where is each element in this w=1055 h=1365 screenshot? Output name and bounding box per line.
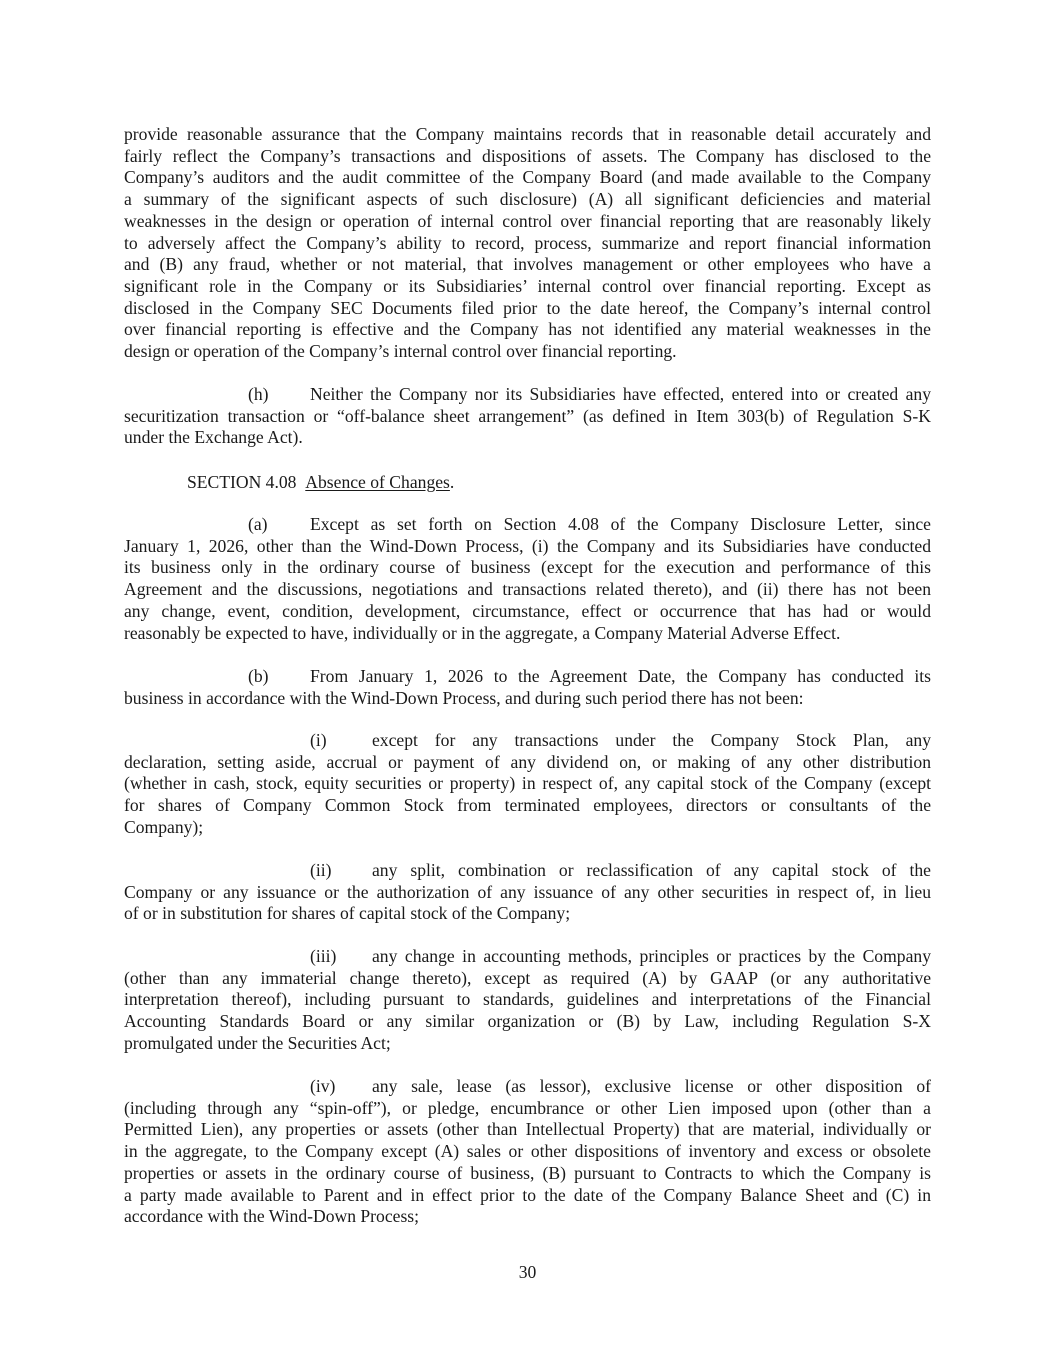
text-line-first xyxy=(124,730,931,752)
text-line-first xyxy=(124,860,931,882)
item-marker: (i) xyxy=(310,730,327,750)
text-line: (whether in cash, stock, equity securities or property) in respect of, any capital stock of the Company (except xyxy=(124,773,931,794)
text-line: Company’s auditors and the audit committee of the Company Board (and made available to the Company xyxy=(124,167,931,188)
text-line: significant role in the Company or its Subsidiaries’ internal control over financial reporting. Except as xyxy=(124,275,931,296)
text-line: in the aggregate, to the Company except (A) sales or other dispositions of inventory and excess or obsolete xyxy=(124,1141,931,1162)
text-line: a party made available to Parent and in effect prior to the date of the Company Balance Sheet and (C) in xyxy=(124,1184,931,1205)
paragraph-a xyxy=(124,514,931,644)
text-line: for shares of Company Common Stock from terminated employees, directors or consultants of the xyxy=(124,795,931,816)
text-line: any split, combination or reclassification of any capital stock of the xyxy=(372,860,931,880)
item-i xyxy=(124,730,931,839)
item-ii xyxy=(124,860,931,925)
intro-paragraph xyxy=(124,124,931,363)
text-line: Agreement and the discussions, negotiations and transactions related thereto), and (ii) there has not been xyxy=(124,579,931,600)
text-line: any sale, lease (as lessor), exclusive license or other disposition of xyxy=(372,1076,931,1096)
text-line: to adversely affect the Company’s ability to record, process, summarize and report financial information xyxy=(124,232,931,253)
section-number: SECTION 4.08 xyxy=(187,472,297,492)
text-line: except for any transactions under the Company Stock Plan, any xyxy=(372,730,931,750)
text-line: Accounting Standards Board or any similar organization or (B) by Law, including Regulation S-X xyxy=(124,1011,931,1032)
paragraph-marker: (h) xyxy=(248,384,269,404)
text-line: (other than any immaterial change thereto), except as required (A) by GAAP (or any authoritative xyxy=(124,967,931,988)
text-line: business in accordance with the Wind-Down Process, and during such period there has not been: xyxy=(124,687,804,708)
text-line: accordance with the Wind-Down Process; xyxy=(124,1206,420,1227)
text-line: Company); xyxy=(124,816,204,837)
text-line-first xyxy=(124,514,931,536)
text-line: Except as set forth on Section 4.08 of the Company Disclosure Letter, since xyxy=(310,514,931,534)
text-line: its business only in the ordinary course of business (except for the execution and performance of this xyxy=(124,557,931,578)
text-line: of or in substitution for shares of capital stock of the Company; xyxy=(124,903,571,924)
text-line: reasonably be expected to have, individually or in the aggregate, a Company Material Adverse Effect. xyxy=(124,622,841,643)
section-title: Absence of Changes xyxy=(305,472,450,492)
page-number: 30 xyxy=(518,1262,537,1282)
text-line: fairly reflect the Company’s transactions and dispositions of assets. The Company has disclosed to the xyxy=(124,145,931,166)
text-line: From January 1, 2026 to the Agreement Date, the Company has conducted its xyxy=(310,666,931,686)
text-line: a summary of the significant aspects of such disclosure) (A) all significant deficiencies and material xyxy=(124,189,931,210)
text-line: weaknesses in the design or operation of internal control over financial reporting that are reasonably likely xyxy=(124,210,931,231)
paragraph-marker: (b) xyxy=(248,666,269,686)
text-line: any change, event, condition, development, circumstance, effect or occurrence that has had or would xyxy=(124,600,931,621)
text-line: securitization transaction or “off-balance sheet arrangement” (as defined in Item 303(b) of Regulation S-K xyxy=(124,405,931,426)
text-line-first xyxy=(124,384,931,406)
item-iv xyxy=(124,1076,931,1228)
text-line: under the Exchange Act). xyxy=(124,427,303,448)
text-line: declaration, setting aside, accrual or payment of any dividend on, or making of any other distribution xyxy=(124,751,931,772)
text-line-first xyxy=(124,1076,931,1098)
item-iii xyxy=(124,946,931,1055)
text-line: any change in accounting methods, principles or practices by the Company xyxy=(372,946,931,966)
paragraph-h xyxy=(124,384,931,449)
text-line: January 1, 2026, other than the Wind-Down Process, (i) the Company and its Subsidiaries have conducted xyxy=(124,535,931,556)
text-line-first xyxy=(124,946,931,968)
item-marker: (iv) xyxy=(310,1076,336,1096)
text-line: promulgated under the Securities Act; xyxy=(124,1032,391,1053)
text-line: disclosed in the Company SEC Documents filed prior to the date hereof, the Company’s internal control xyxy=(124,297,931,318)
item-marker: (ii) xyxy=(310,860,332,880)
section-title-period: . xyxy=(449,472,455,492)
text-line: Company or any issuance or the authorization of any issuance of any other securities in respect of, in lieu xyxy=(124,881,931,902)
text-line: properties or assets in the ordinary course of business, (B) pursuant to Contracts to which the Company is xyxy=(124,1162,931,1183)
text-line: Permitted Lien), any properties or assets (other than Intellectual Property) that are material, individually or xyxy=(124,1119,931,1140)
paragraph-marker: (a) xyxy=(248,514,268,534)
text-line: and (B) any fraud, whether or not material, that involves management or other employees who have a xyxy=(124,254,931,275)
text-line: (including through any “spin-off”), or pledge, encumbrance or other Lien imposed upon (other than a xyxy=(124,1097,931,1118)
section-heading xyxy=(187,472,454,494)
paragraph-b xyxy=(124,666,931,709)
text-line: over financial reporting is effective and the Company has not identified any material weaknesses in the xyxy=(124,319,931,340)
text-line: Neither the Company nor its Subsidiaries have effected, entered into or created any xyxy=(310,384,931,404)
text-line: design or operation of the Company’s internal control over financial reporting. xyxy=(124,341,677,362)
text-line: provide reasonable assurance that the Company maintains records that in reasonable detail accurately and xyxy=(124,124,931,144)
text-line-first xyxy=(124,666,931,688)
item-marker: (iii) xyxy=(310,946,337,966)
text-line: interpretation thereof), including pursuant to standards, guidelines and interpretations of the Financial xyxy=(124,989,931,1010)
